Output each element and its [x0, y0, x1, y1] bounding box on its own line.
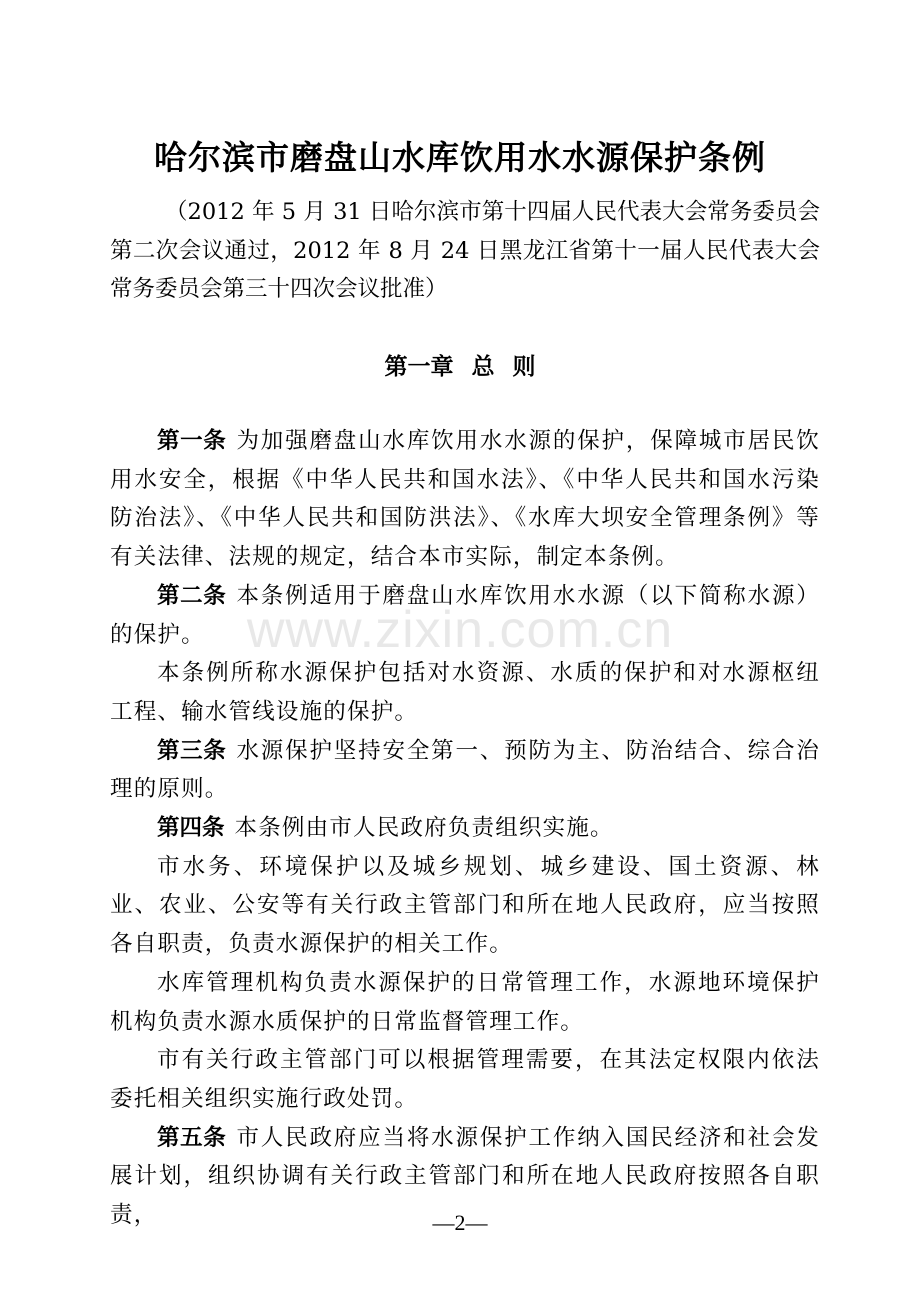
- article-text: 水源保护坚持安全第一、预防为主、防治结合、综合治理的原则。: [110, 737, 820, 803]
- document-body: [110, 422, 820, 1235]
- article-paragraph: [110, 964, 820, 1041]
- article-paragraph: [110, 732, 820, 809]
- article-text: 市有关行政主管部门可以根据管理需要，在其法定权限内依法委托相关组织实施行政处罚。: [110, 1047, 820, 1112]
- article-paragraph: [110, 654, 820, 731]
- article-paragraph: [110, 848, 820, 964]
- article-text: 市水务、环境保护以及城乡规划、城乡建设、国土资源、林业、农业、公安等有关行政主管部门和所在地人民政府，应当按照各自职责，负责水源保护的相关工作。: [110, 853, 820, 958]
- article-label: 第二条: [157, 582, 227, 609]
- watermark: www.zixin.com.cn: [246, 601, 674, 659]
- article-text: 本条例所称水源保护包括对水资源、水质的保护和对水源枢纽工程、输水管线设施的保护。: [110, 660, 820, 725]
- article-text: 为加强磨盘山水库饮用水水源的保护，保障城市居民饮用水安全，根据《中华人民共和国水法》、《中华人民共和国水污染防治法》、《中华人民共和国防洪法》、《水库大坝安全管理条例》等有关法律、法规的规定，结合本市实际，制定本条例。: [110, 428, 820, 571]
- article-text: 本条例由市人民政府负责组织实施。: [234, 815, 614, 842]
- article-paragraph: [110, 422, 820, 577]
- article-text: 水库管理机构负责水源保护的日常管理工作，水源地环境保护机构负责水源水质保护的日常监督管理工作。: [110, 969, 820, 1035]
- article-label: 第五条: [157, 1124, 227, 1151]
- article-paragraph: [110, 577, 820, 654]
- article-text: 本条例适用于磨盘山水库饮用水水源（以下简称水源）的保护。: [110, 582, 820, 648]
- article-paragraph: [110, 809, 820, 848]
- article-text: 市人民政府应当将水源保护工作纳入国民经济和社会发展计划，组织协调有关行政主管部门和所在地人民政府按照各自职责，: [110, 1124, 820, 1229]
- article-label: 第三条: [157, 737, 227, 764]
- article-label: 第一条: [157, 428, 227, 454]
- document-subtitle: （2012 年 5 月 31 日哈尔滨市第十四届人民代表大会常务委员会第二次会议通过，2012 年 8 月 24 日黑龙江省第十一届人民代表大会常务委员会第三十四次会议批准）: [110, 199, 820, 302]
- article-label: 第四条: [157, 815, 225, 842]
- document-title: 哈尔滨市磨盘山水库饮用水水源保护条例: [154, 138, 766, 177]
- page-number: —2—: [432, 1210, 488, 1235]
- chapter-heading: 第一章 总 则: [384, 354, 536, 380]
- article-paragraph: [110, 1041, 820, 1118]
